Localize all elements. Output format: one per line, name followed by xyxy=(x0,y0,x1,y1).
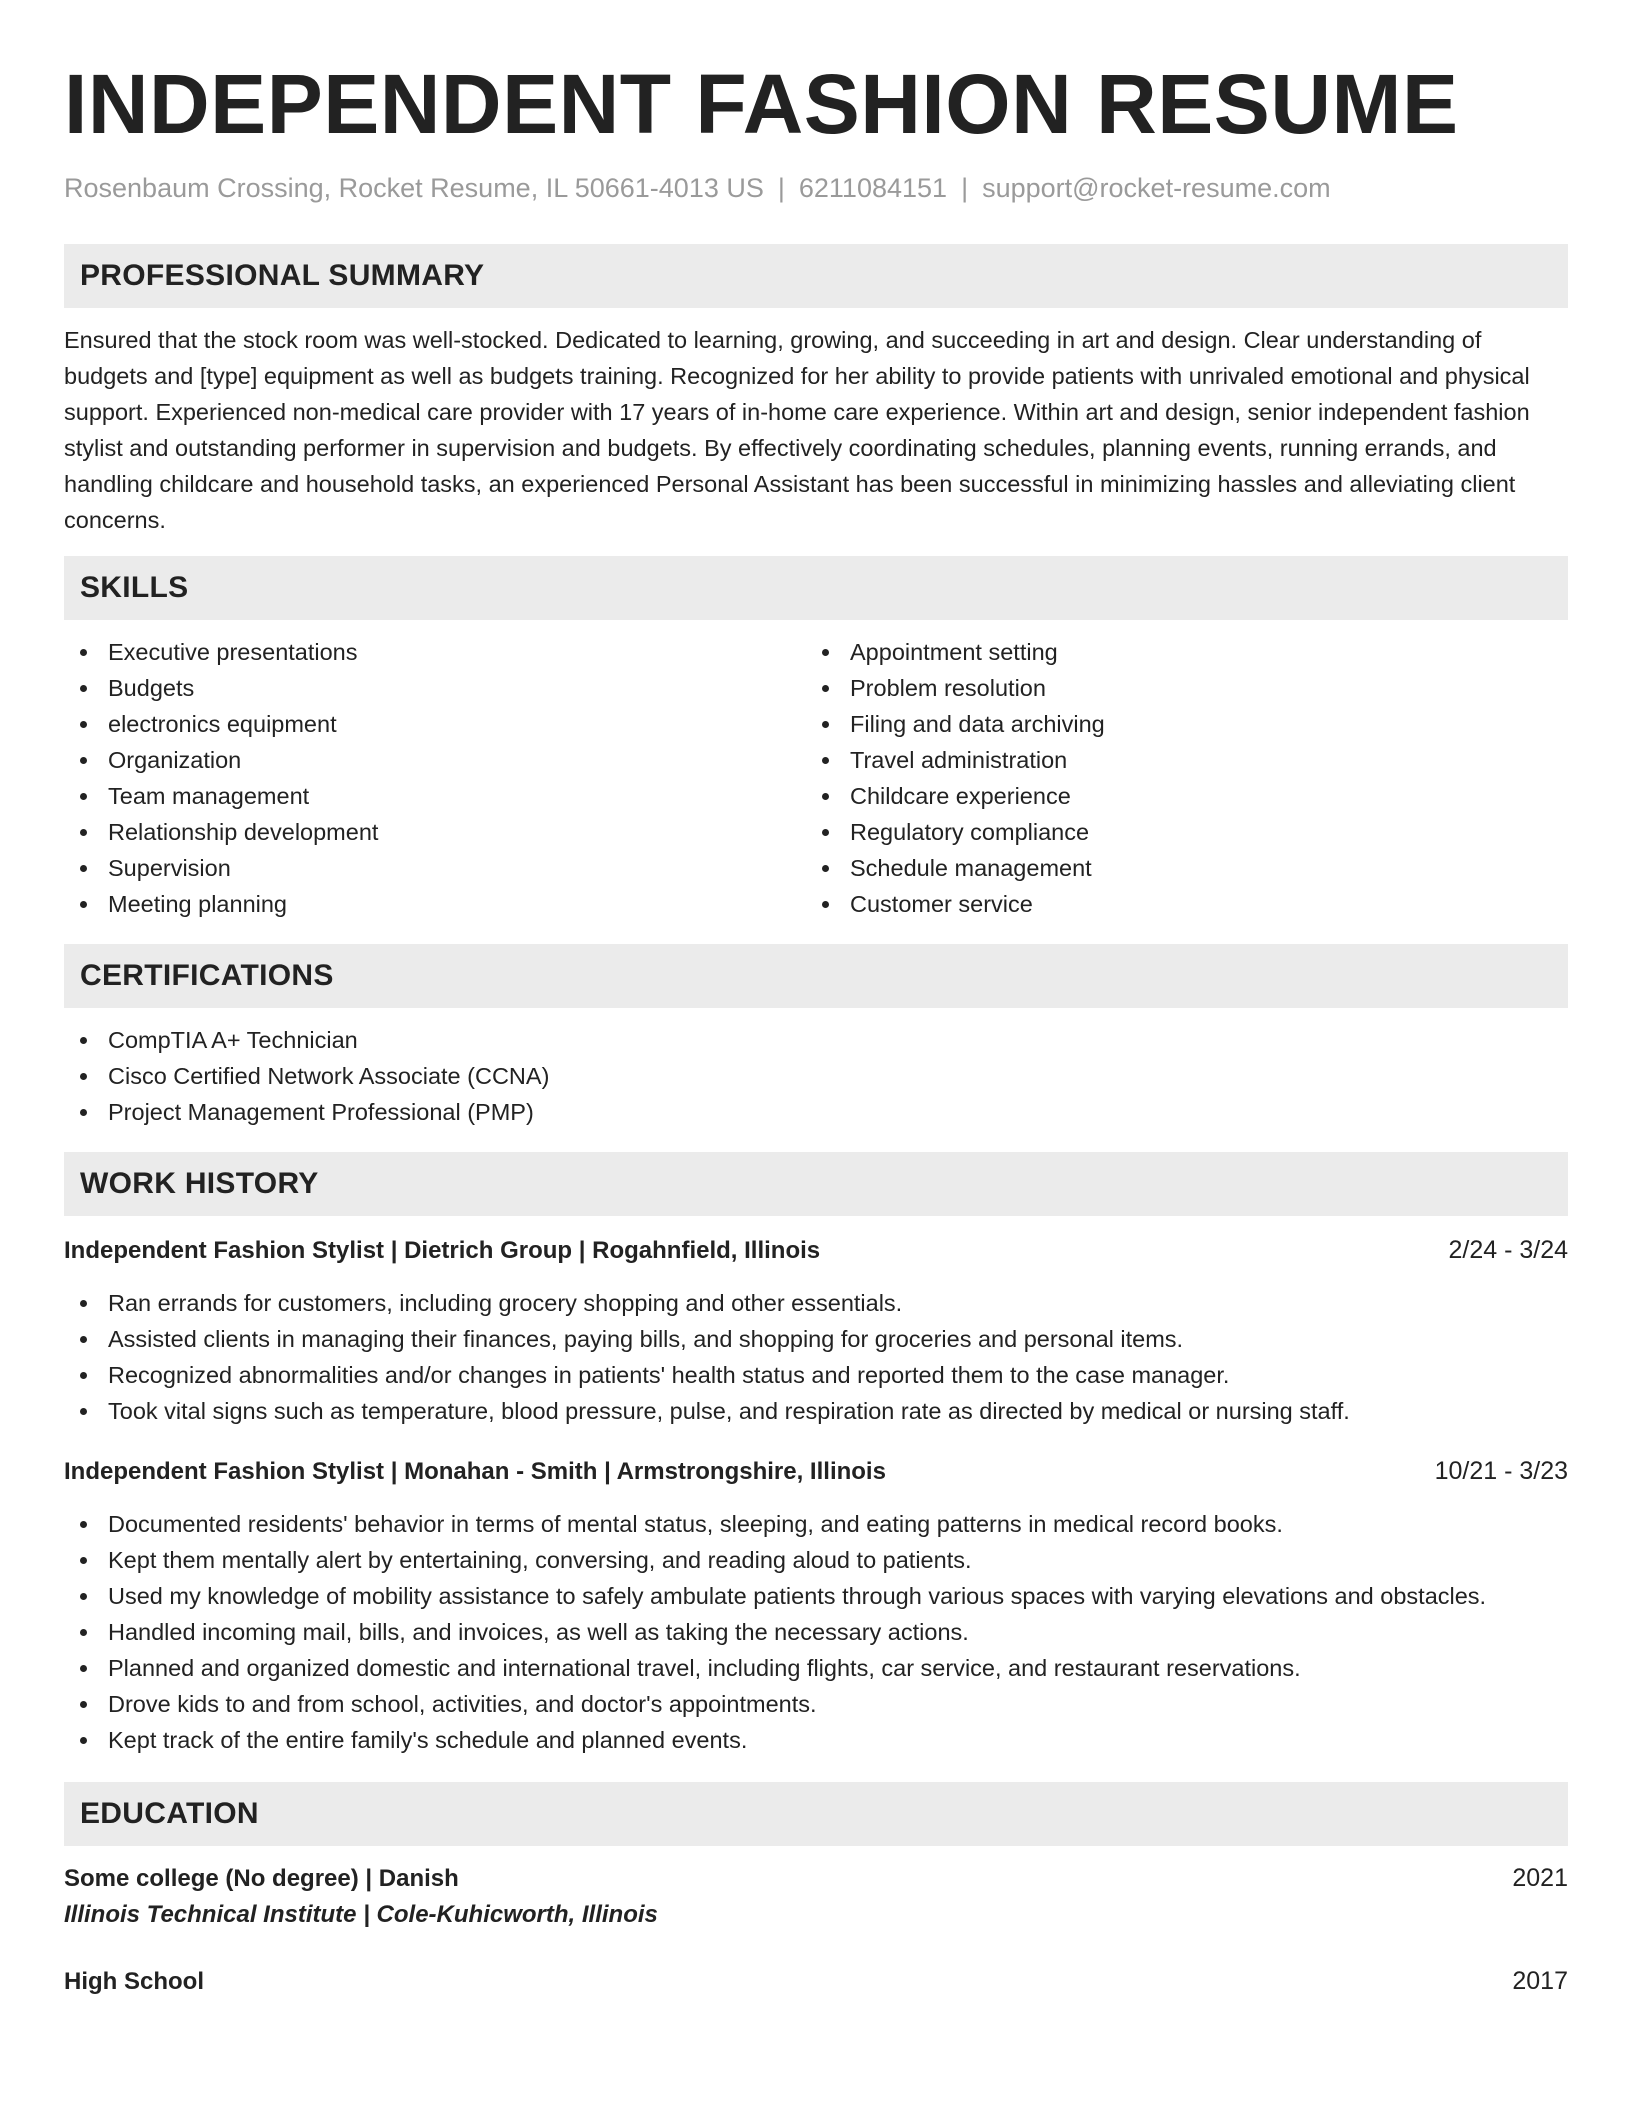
job-entry xyxy=(64,1453,1568,1758)
job-bullets xyxy=(64,1506,1568,1758)
job-bullet: Assisted clients in managing their finances, paying bills, and shopping for groceries and personal items. xyxy=(64,1321,1568,1357)
contact-email: support@rocket-resume.com xyxy=(982,173,1331,203)
skill-item: Meeting planning xyxy=(64,886,806,922)
job-title: Independent Fashion Stylist | Dietrich Group | Rogahnfield, Illinois xyxy=(64,1237,821,1264)
resume-title: INDEPENDENT FASHION RESUME xyxy=(64,57,1459,151)
education-year: 2017 xyxy=(1512,1967,1568,1995)
skills-heading: SKILLS xyxy=(80,571,189,604)
education-entry xyxy=(64,1963,1568,2000)
skill-item: Organization xyxy=(64,742,806,778)
work-section-header xyxy=(64,1152,1568,1216)
certifications-heading: CERTIFICATIONS xyxy=(80,959,334,992)
job-bullet: Used my knowledge of mobility assistance to safely ambulate patients through various spaces with varying elevations and obstacles. xyxy=(64,1578,1568,1614)
job-bullet: Kept them mentally alert by entertaining, conversing, and reading aloud to patients. xyxy=(64,1542,1568,1578)
skill-item: Appointment setting xyxy=(806,634,1548,670)
job-bullet: Drove kids to and from school, activities, and doctor's appointments. xyxy=(64,1686,1568,1722)
job-header xyxy=(64,1453,1568,1490)
skill-item: Travel administration xyxy=(806,742,1548,778)
contact-separator: | xyxy=(961,173,969,203)
education-header xyxy=(64,1860,1568,1897)
certification-item: Cisco Certified Network Associate (CCNA) xyxy=(64,1058,1568,1094)
skill-item: Customer service xyxy=(806,886,1548,922)
certifications-section-header xyxy=(64,944,1568,1008)
skill-item: Executive presentations xyxy=(64,634,806,670)
job-dates: 2/24 - 3/24 xyxy=(1448,1236,1568,1264)
skill-item: electronics equipment xyxy=(64,706,806,742)
contact-line xyxy=(64,170,1568,206)
skill-item: Problem resolution xyxy=(806,670,1548,706)
education-header xyxy=(64,1963,1568,2000)
skills-right-list xyxy=(806,634,1548,922)
education-degree: High School xyxy=(64,1968,204,1995)
contact-phone: 6211084151 xyxy=(798,173,948,203)
job-bullet: Recognized abnormalities and/or changes in patients' health status and reported them to the case manager. xyxy=(64,1357,1568,1393)
skills-section-header xyxy=(64,556,1568,620)
skill-item: Filing and data archiving xyxy=(806,706,1548,742)
skill-item: Regulatory compliance xyxy=(806,814,1548,850)
job-bullet: Documented residents' behavior in terms of mental status, sleeping, and eating patterns in medical record books. xyxy=(64,1506,1568,1542)
certification-item: CompTIA A+ Technician xyxy=(64,1022,1568,1058)
skill-item: Team management xyxy=(64,778,806,814)
job-bullets xyxy=(64,1285,1568,1429)
skill-item: Supervision xyxy=(64,850,806,886)
work-heading: WORK HISTORY xyxy=(80,1167,319,1200)
education-entry xyxy=(64,1860,1568,1933)
education-degree: Some college (No degree) | Danish xyxy=(64,1865,459,1892)
job-title: Independent Fashion Stylist | Monahan - Smith | Armstrongshire, Illinois xyxy=(64,1458,886,1485)
job-bullet: Kept track of the entire family's schedule and planned events. xyxy=(64,1722,1568,1758)
skill-item: Budgets xyxy=(64,670,806,706)
contact-separator: | xyxy=(777,173,785,203)
summary-section-header xyxy=(64,244,1568,308)
job-bullet: Handled incoming mail, bills, and invoices, as well as taking the necessary actions. xyxy=(64,1614,1568,1650)
skills-left-list xyxy=(64,634,806,922)
job-bullet: Ran errands for customers, including grocery shopping and other essentials. xyxy=(64,1285,1568,1321)
job-bullet: Planned and organized domestic and international travel, including flights, car service, and restaurant reservations. xyxy=(64,1650,1568,1686)
education-section-header xyxy=(64,1782,1568,1846)
education-heading: EDUCATION xyxy=(80,1797,259,1830)
certifications-list xyxy=(64,1022,1568,1130)
education-school: Illinois Technical Institute | Cole-Kuhicworth, Illinois xyxy=(64,1901,658,1928)
education-year: 2021 xyxy=(1512,1864,1568,1892)
skills-grid xyxy=(64,634,1568,922)
contact-address: Rosenbaum Crossing, Rocket Resume, IL 50661-4013 US xyxy=(64,173,764,203)
summary-text: Ensured that the stock room was well-stocked. Dedicated to learning, growing, and succeeding in art and design. Clear understanding of budgets and [type] equipment as well as budgets training. Recognized for her ability to provide patients with unrivaled emotional and physical support. Experienced non-medical care provider with 17 years of in-home care experience. Within art and design, senior independent fashion stylist and outstanding performer in supervision and budgets. By effectively coordinating schedules, planning events, running errands, and handling childcare and household tasks, an experienced Personal Assistant has been successful in minimizing hassles and alleviating client concerns. xyxy=(64,327,1530,533)
job-header xyxy=(64,1232,1568,1269)
certification-item: Project Management Professional (PMP) xyxy=(64,1094,1568,1130)
skill-item: Schedule management xyxy=(806,850,1548,886)
job-entry xyxy=(64,1232,1568,1429)
job-dates: 10/21 - 3/23 xyxy=(1434,1457,1568,1485)
skill-item: Childcare experience xyxy=(806,778,1548,814)
skill-item: Relationship development xyxy=(64,814,806,850)
summary-heading: PROFESSIONAL SUMMARY xyxy=(80,259,485,292)
job-bullet: Took vital signs such as temperature, blood pressure, pulse, and respiration rate as directed by medical or nursing staff. xyxy=(64,1393,1568,1429)
